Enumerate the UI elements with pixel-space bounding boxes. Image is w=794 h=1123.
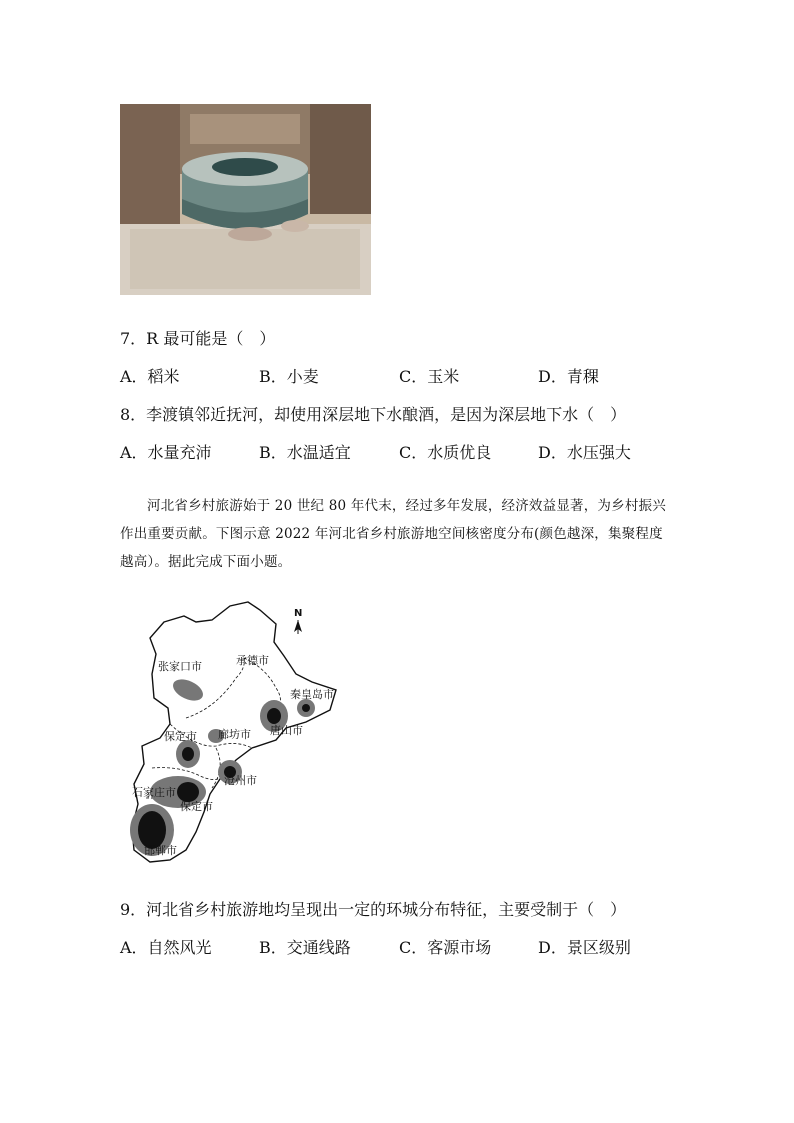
density-baoding-north-inner [182,747,194,761]
ancient-well-photo [120,104,371,295]
question-8-options [120,440,680,460]
option-d: D．水压强大 [538,443,631,462]
option-a: A．稻米 [120,367,180,386]
passage-text: 河北省乡村旅游始于 20 世纪 80 年代末，经过多年发展，经济效益显著，为乡村振兴作出重要贡献。下图示意 2022 年河北省乡村旅游地空间核密度分布(颜色越深，集聚程度越高）。据此完成下面小题。 [120,498,666,570]
label-baoding-south: 保定市 [180,800,213,813]
label-tangshan: 唐山市 [270,724,303,737]
option-b: B．交通线路 [259,938,351,957]
density-shijiazhuang-inner [177,782,199,802]
label-langfang: 廊坊市 [218,728,251,741]
label-chengde: 承德市 [236,654,269,667]
label-zhangjiakou: 张家口市 [158,660,202,673]
question-7-options [120,364,680,384]
question-7-stem: 7．R 最可能是（ ） [120,329,276,348]
option-a: A．水量充沛 [120,443,212,462]
option-b: B．小麦 [259,367,319,386]
option-a: A．自然风光 [120,938,212,957]
label-qinhuangdao: 秦皇岛市 [290,688,334,701]
label-shijiazhuang: 石家庄市 [132,786,176,799]
density-qinhuangdao-inner [302,704,310,712]
north-label: N [294,608,303,619]
option-c: C．玉米 [399,367,460,386]
hebei-density-map [126,598,346,866]
label-handan: 邯郸市 [144,844,177,857]
question-8-stem: 8．李渡镇邻近抚河，却使用深层地下水酿酒，是因为深层地下水（ ） [120,405,627,424]
label-cangzhou: 沧州市 [224,774,257,787]
question-9-options [120,935,680,955]
option-c: C．客源市场 [399,938,492,957]
density-tangshan-inner [267,708,281,724]
option-d: D．青稞 [538,367,599,386]
label-baoding-north: 保定市 [164,730,197,743]
option-d: D．景区级别 [538,938,631,957]
reading-passage [120,492,676,576]
option-c: C．水质优良 [399,443,492,462]
north-arrow-icon [294,620,302,634]
question-9-stem: 9．河北省乡村旅游地均呈现出一定的环城分布特征，主要受制于（ ） [120,900,627,919]
option-b: B．水温适宜 [259,443,351,462]
